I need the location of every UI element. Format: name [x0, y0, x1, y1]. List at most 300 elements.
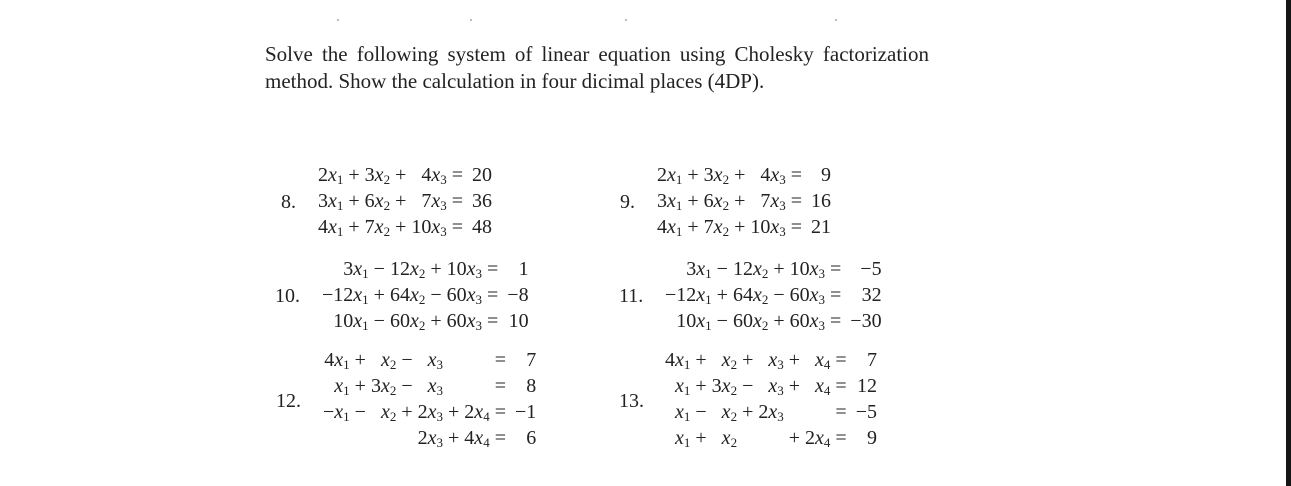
- operator: −: [716, 310, 728, 332]
- equation-term: $7x_2$: [364, 216, 391, 239]
- operator: −: [695, 401, 707, 423]
- operator: +: [401, 401, 413, 423]
- equation-term: $3x_2$: [364, 164, 391, 187]
- variable: $x_2$: [721, 401, 738, 424]
- scan-speck: [470, 19, 472, 21]
- operator: +: [373, 284, 385, 306]
- equation-term: [758, 373, 783, 399]
- variable: $x_2$: [721, 349, 738, 372]
- equation-term: [712, 425, 737, 451]
- operator: +: [788, 375, 801, 397]
- equation-rhs: 1: [518, 258, 529, 280]
- equation-rhs: −1: [514, 401, 537, 423]
- operator: −: [430, 284, 442, 306]
- equals-sign: =: [830, 284, 842, 306]
- variable-subscript: 4: [823, 357, 831, 372]
- variable-subscript: 2: [383, 224, 391, 239]
- variable-subscript: 2: [730, 409, 738, 424]
- equation-term: $4x_1$: [657, 216, 683, 239]
- equation-system: [657, 162, 831, 240]
- variable: $x_3$: [770, 164, 786, 187]
- equation-row: [657, 188, 831, 214]
- variable: $x_3$: [431, 216, 447, 239]
- variable: $x_2$: [721, 375, 738, 398]
- equation-row: [323, 399, 536, 425]
- variable-subscript: 3: [440, 198, 447, 213]
- variable-subscript: 3: [436, 435, 444, 450]
- scan-speck: [625, 19, 627, 21]
- equation-term: $12x_2$: [389, 258, 426, 281]
- variable: $x_1$: [334, 375, 350, 398]
- variable: $x_1$: [353, 310, 369, 333]
- variable-subscript: 2: [761, 292, 769, 307]
- variable-subscript: 1: [336, 224, 344, 239]
- variable-subscript: 1: [362, 266, 369, 281]
- equation-term: [323, 425, 350, 451]
- variable-subscript: 1: [362, 318, 369, 333]
- variable-subscript: 3: [440, 224, 447, 239]
- equation-row: [665, 373, 877, 399]
- operator: −: [373, 310, 385, 332]
- variable-subscript: 2: [722, 172, 730, 187]
- variable: $x_3$: [427, 349, 444, 372]
- variable-subscript: 3: [779, 198, 786, 213]
- variable: $x_1$: [675, 427, 691, 450]
- equation-row: [322, 256, 529, 282]
- variable: $x_1$: [675, 349, 691, 372]
- variable-subscript: 1: [683, 357, 691, 372]
- equation-row: [322, 282, 529, 308]
- variable: $x_1$: [328, 216, 344, 239]
- operator: −: [773, 284, 785, 306]
- variable-subscript: 2: [722, 224, 730, 239]
- operator: [396, 425, 417, 451]
- variable-subscript: 3: [436, 357, 444, 372]
- operator: +: [773, 258, 785, 280]
- variable: $x_4$: [815, 375, 831, 398]
- variable: $x_1$: [696, 284, 712, 307]
- operator: −: [354, 401, 366, 423]
- equation-rhs: 6: [526, 427, 537, 449]
- equation-rhs: −30: [850, 310, 882, 332]
- operator: −: [742, 375, 754, 397]
- equation-system: [318, 162, 492, 240]
- variable-subscript: 4: [483, 409, 490, 424]
- operator: [350, 425, 371, 451]
- equation-term: $2x_1$: [657, 164, 683, 187]
- variable-subscript: 4: [823, 383, 831, 398]
- variable-subscript: 1: [343, 383, 350, 398]
- operator: [737, 425, 758, 451]
- equation-term: [418, 347, 443, 373]
- operator: +: [788, 349, 801, 371]
- variable: $x_3$: [427, 427, 444, 450]
- equation-term: [712, 347, 737, 373]
- variable-subscript: 3: [475, 266, 483, 281]
- variable-subscript: 2: [730, 435, 738, 450]
- equation-term: [665, 399, 690, 425]
- equation-term: $-12x_1$: [665, 284, 712, 307]
- equation-rhs: 16: [811, 190, 832, 212]
- equation-rhs: 48: [472, 216, 493, 238]
- variable-subscript: 3: [779, 172, 786, 187]
- equation-term: $2x_4$: [805, 427, 831, 450]
- equals-sign: =: [451, 190, 464, 212]
- variable-subscript: 2: [730, 383, 738, 398]
- equation-term: [323, 373, 350, 399]
- equation-row: [323, 425, 536, 451]
- variable: $x_2$: [374, 164, 391, 187]
- equals-sign: =: [494, 349, 506, 371]
- equation-term: $6x_2$: [703, 190, 730, 213]
- variable-subscript: 1: [343, 409, 350, 424]
- variable: $x_1$: [696, 310, 712, 333]
- equation-term: $10x_1$: [676, 310, 712, 333]
- variable: $x_1$: [334, 349, 350, 372]
- operator: +: [395, 216, 407, 238]
- operator: +: [734, 164, 746, 186]
- variable-subscript: 1: [343, 357, 350, 372]
- equation-system: [665, 347, 877, 451]
- variable-subscript: 1: [675, 172, 683, 187]
- equation-term: [371, 425, 396, 451]
- variable-subscript: 2: [418, 318, 426, 333]
- equation-term: $60x_3$: [789, 284, 826, 307]
- variable-subscript: 4: [483, 435, 490, 450]
- variable-subscript: 1: [705, 292, 712, 307]
- variable-subscript: 2: [383, 172, 391, 187]
- variable: $x_4$: [474, 401, 490, 424]
- equation-term: [371, 347, 396, 373]
- equation-row: [657, 162, 831, 188]
- variable-subscript: 1: [675, 224, 683, 239]
- variable-subscript: 3: [475, 318, 483, 333]
- equals-sign: =: [830, 310, 842, 332]
- equals-sign: =: [487, 310, 499, 332]
- equation-system: [665, 256, 882, 334]
- equation-rhs: 36: [472, 190, 493, 212]
- equation-rhs: −5: [860, 258, 882, 280]
- variable-subscript: 1: [705, 318, 712, 333]
- problem-number: 9.: [620, 191, 635, 213]
- operator: +: [687, 190, 699, 212]
- equation-rhs: 10: [508, 310, 529, 332]
- equation-rhs: −8: [507, 284, 529, 306]
- equation-term: $7x_3$: [760, 190, 786, 213]
- equation-term: $6x_2$: [364, 190, 391, 213]
- variable-subscript: 2: [389, 383, 397, 398]
- variable: $x_2$: [380, 375, 397, 398]
- variable: $x_3$: [809, 284, 826, 307]
- operator: −: [373, 258, 385, 280]
- equation-rhs: 9: [821, 164, 832, 186]
- scan-speck: [337, 19, 339, 21]
- equals-sign: =: [487, 258, 499, 280]
- variable: $x_2$: [752, 258, 769, 281]
- equals-sign: =: [835, 427, 847, 449]
- equation-term: $2x_3$: [417, 427, 444, 450]
- variable-subscript: 3: [818, 318, 826, 333]
- problem-number: 12.: [276, 390, 301, 412]
- variable-subscript: 3: [436, 409, 444, 424]
- variable: $x_3$: [768, 401, 784, 424]
- variable: $x_2$: [380, 349, 397, 372]
- operator: +: [430, 310, 442, 332]
- variable: $x_4$: [815, 427, 831, 450]
- variable: $x_2$: [713, 190, 730, 213]
- operator: +: [687, 216, 699, 238]
- equation-row: [665, 347, 877, 373]
- equation-term: $60x_3$: [446, 284, 483, 307]
- operator: +: [695, 375, 707, 397]
- variable: $x_3$: [431, 190, 447, 213]
- equation-term: [371, 399, 396, 425]
- variable-subscript: 3: [777, 409, 784, 424]
- equals-sign: =: [494, 427, 506, 449]
- operator: +: [348, 190, 360, 212]
- variable: $x_3$: [770, 216, 786, 239]
- variable-subscript: 1: [336, 172, 344, 187]
- variable-subscript: 2: [730, 357, 738, 372]
- equation-term: $4x_1$: [318, 216, 344, 239]
- equation-rhs: 32: [861, 284, 882, 306]
- equation-row: [657, 214, 831, 240]
- equation-rhs: 9: [866, 427, 877, 449]
- operator: +: [716, 284, 728, 306]
- variable-subscript: 3: [779, 224, 786, 239]
- operator: [443, 347, 464, 373]
- variable: $x_3$: [809, 258, 826, 281]
- equation-term: $60x_2$: [389, 310, 426, 333]
- equation-rhs: −5: [855, 401, 877, 423]
- variable-subscript: 2: [761, 266, 769, 281]
- equation-row: [665, 399, 877, 425]
- variable: $x_2$: [721, 427, 738, 450]
- equation-system: [323, 347, 536, 451]
- operator: +: [734, 216, 746, 238]
- variable-subscript: 2: [418, 266, 426, 281]
- equals-sign: =: [835, 401, 847, 423]
- equation-term: $10x_3$: [789, 258, 826, 281]
- operator: +: [742, 349, 754, 371]
- equation-term: $64x_2$: [389, 284, 426, 307]
- equals-sign: =: [494, 401, 506, 423]
- equals-sign: =: [494, 375, 506, 397]
- equation-row: [665, 282, 882, 308]
- equation-term: [758, 347, 783, 373]
- variable-subscript: 4: [823, 435, 831, 450]
- operator: [443, 373, 464, 399]
- variable: $x_3$: [768, 375, 784, 398]
- variable: $x_2$: [409, 310, 426, 333]
- variable: $x_1$: [353, 258, 369, 281]
- equation-rhs: 7: [526, 349, 537, 371]
- variable: $x_1$: [334, 401, 350, 424]
- equation-row: [318, 214, 492, 240]
- variable-subscript: 1: [362, 292, 369, 307]
- equation-term: $60x_2$: [732, 310, 769, 333]
- equation-term: $10x_3$: [411, 216, 447, 239]
- operator: +: [448, 427, 460, 449]
- operator: [784, 399, 805, 425]
- equals-sign: =: [835, 349, 847, 371]
- equation-system: [322, 256, 529, 334]
- equation-term: [805, 347, 830, 373]
- variable: $x_1$: [667, 216, 683, 239]
- right-edge-border: [1286, 0, 1291, 486]
- scan-speck: [835, 19, 837, 21]
- variable: $x_3$: [466, 284, 483, 307]
- equation-term: $2x_3$: [758, 401, 784, 424]
- equation-term: [464, 347, 489, 373]
- operator: +: [348, 164, 360, 186]
- equation-term: $10x_3$: [750, 216, 786, 239]
- problem-instructions: Solve the following system of linear equation using Cholesky factorization method. Show the calculation in four dicimal places (4DP).: [265, 42, 929, 93]
- variable: $x_1$: [675, 375, 691, 398]
- equals-sign: =: [487, 284, 499, 306]
- variable: $x_2$: [752, 284, 769, 307]
- variable: $x_2$: [374, 216, 391, 239]
- equation-term: [464, 373, 489, 399]
- problem-number: 13.: [619, 390, 644, 412]
- operator: −: [716, 258, 728, 280]
- operator: +: [734, 190, 746, 212]
- variable: $x_2$: [380, 401, 397, 424]
- equation-term: $10x_3$: [446, 258, 483, 281]
- problem-number: 8.: [281, 191, 296, 213]
- variable: $x_3$: [768, 349, 784, 372]
- equation-row: [323, 373, 536, 399]
- variable: $x_2$: [374, 190, 391, 213]
- variable-subscript: 3: [777, 383, 784, 398]
- operator: +: [395, 164, 407, 186]
- equation-term: $3x_2$: [370, 375, 397, 398]
- variable: $x_4$: [815, 349, 831, 372]
- variable-subscript: 3: [436, 383, 444, 398]
- equation-term: $64x_2$: [732, 284, 769, 307]
- operator: +: [788, 427, 801, 449]
- equation-row: [665, 425, 877, 451]
- variable-subscript: 2: [418, 292, 426, 307]
- equation-term: $3x_2$: [711, 375, 738, 398]
- equals-sign: =: [830, 258, 842, 280]
- equation-row: [318, 162, 492, 188]
- equation-term: $60x_3$: [789, 310, 826, 333]
- equation-term: [805, 399, 830, 425]
- variable: $x_2$: [713, 216, 730, 239]
- equation-term: $60x_3$: [446, 310, 483, 333]
- equation-row: [665, 308, 882, 334]
- equation-rhs: 7: [866, 349, 877, 371]
- equation-row: [323, 347, 536, 373]
- variable-subscript: 1: [705, 266, 712, 281]
- equation-term: [805, 373, 830, 399]
- variable-subscript: 3: [777, 357, 784, 372]
- equals-sign: =: [790, 216, 803, 238]
- equation-term: $2x_3$: [417, 401, 444, 424]
- equation-term: $7x_3$: [421, 190, 447, 213]
- variable-subscript: 2: [389, 357, 397, 372]
- variable: $x_3$: [427, 375, 444, 398]
- operator: −: [401, 375, 413, 397]
- variable-subscript: 2: [761, 318, 769, 333]
- equation-term: $4x_3$: [421, 164, 447, 187]
- equation-term: [758, 425, 783, 451]
- equation-term: $2x_1$: [318, 164, 344, 187]
- equation-term: $-x_1$: [323, 401, 350, 424]
- variable: $x_3$: [809, 310, 826, 333]
- variable: $x_1$: [328, 164, 344, 187]
- equals-sign: =: [790, 164, 803, 186]
- operator: −: [401, 349, 413, 371]
- equation-term: $3x_1$: [343, 258, 369, 281]
- equation-term: $4x_1$: [324, 349, 350, 372]
- equation-term: [665, 425, 690, 451]
- operator: +: [687, 164, 699, 186]
- operator: +: [354, 375, 366, 397]
- variable: $x_2$: [409, 284, 426, 307]
- variable: $x_2$: [713, 164, 730, 187]
- equation-row: [665, 256, 882, 282]
- equation-row: [318, 188, 492, 214]
- variable-subscript: 3: [818, 266, 826, 281]
- problem-number: 11.: [619, 285, 644, 307]
- equation-term: $4x_3$: [760, 164, 786, 187]
- variable-subscript: 1: [675, 198, 683, 213]
- equation-term: $7x_2$: [703, 216, 730, 239]
- variable: $x_3$: [770, 190, 786, 213]
- equation-rhs: 20: [472, 164, 493, 186]
- variable: $x_3$: [431, 164, 447, 187]
- variable: $x_2$: [409, 258, 426, 281]
- operator: +: [395, 190, 407, 212]
- variable: $x_1$: [675, 401, 691, 424]
- variable: $x_1$: [328, 190, 344, 213]
- problem-number: 10.: [275, 285, 300, 307]
- equation-term: [418, 373, 443, 399]
- equation-term: $4x_1$: [665, 349, 691, 372]
- operator: +: [448, 401, 460, 423]
- variable: $x_3$: [427, 401, 444, 424]
- equation-term: $4x_4$: [464, 427, 490, 450]
- variable-subscript: 3: [475, 292, 483, 307]
- equals-sign: =: [835, 375, 847, 397]
- equals-sign: =: [451, 164, 464, 186]
- variable-subscript: 3: [440, 172, 447, 187]
- variable: $x_1$: [696, 258, 712, 281]
- variable: $x_1$: [667, 190, 683, 213]
- variable: $x_4$: [474, 427, 490, 450]
- equation-term: $3x_1$: [657, 190, 683, 213]
- equation-term: $2x_4$: [464, 401, 490, 424]
- variable-subscript: 1: [683, 383, 691, 398]
- equation-term: $10x_1$: [333, 310, 369, 333]
- variable-subscript: 2: [383, 198, 391, 213]
- variable: $x_3$: [466, 258, 483, 281]
- variable: $x_1$: [667, 164, 683, 187]
- variable: $x_1$: [353, 284, 369, 307]
- variable: $x_2$: [752, 310, 769, 333]
- variable-subscript: 2: [722, 198, 730, 213]
- operator: +: [742, 401, 754, 423]
- variable-subscript: 1: [336, 198, 344, 213]
- equation-row: [322, 308, 529, 334]
- variable-subscript: 2: [389, 409, 397, 424]
- equation-term: $3x_1$: [686, 258, 712, 281]
- equation-term: [665, 373, 690, 399]
- variable-subscript: 1: [683, 409, 691, 424]
- equation-rhs: 8: [526, 375, 537, 397]
